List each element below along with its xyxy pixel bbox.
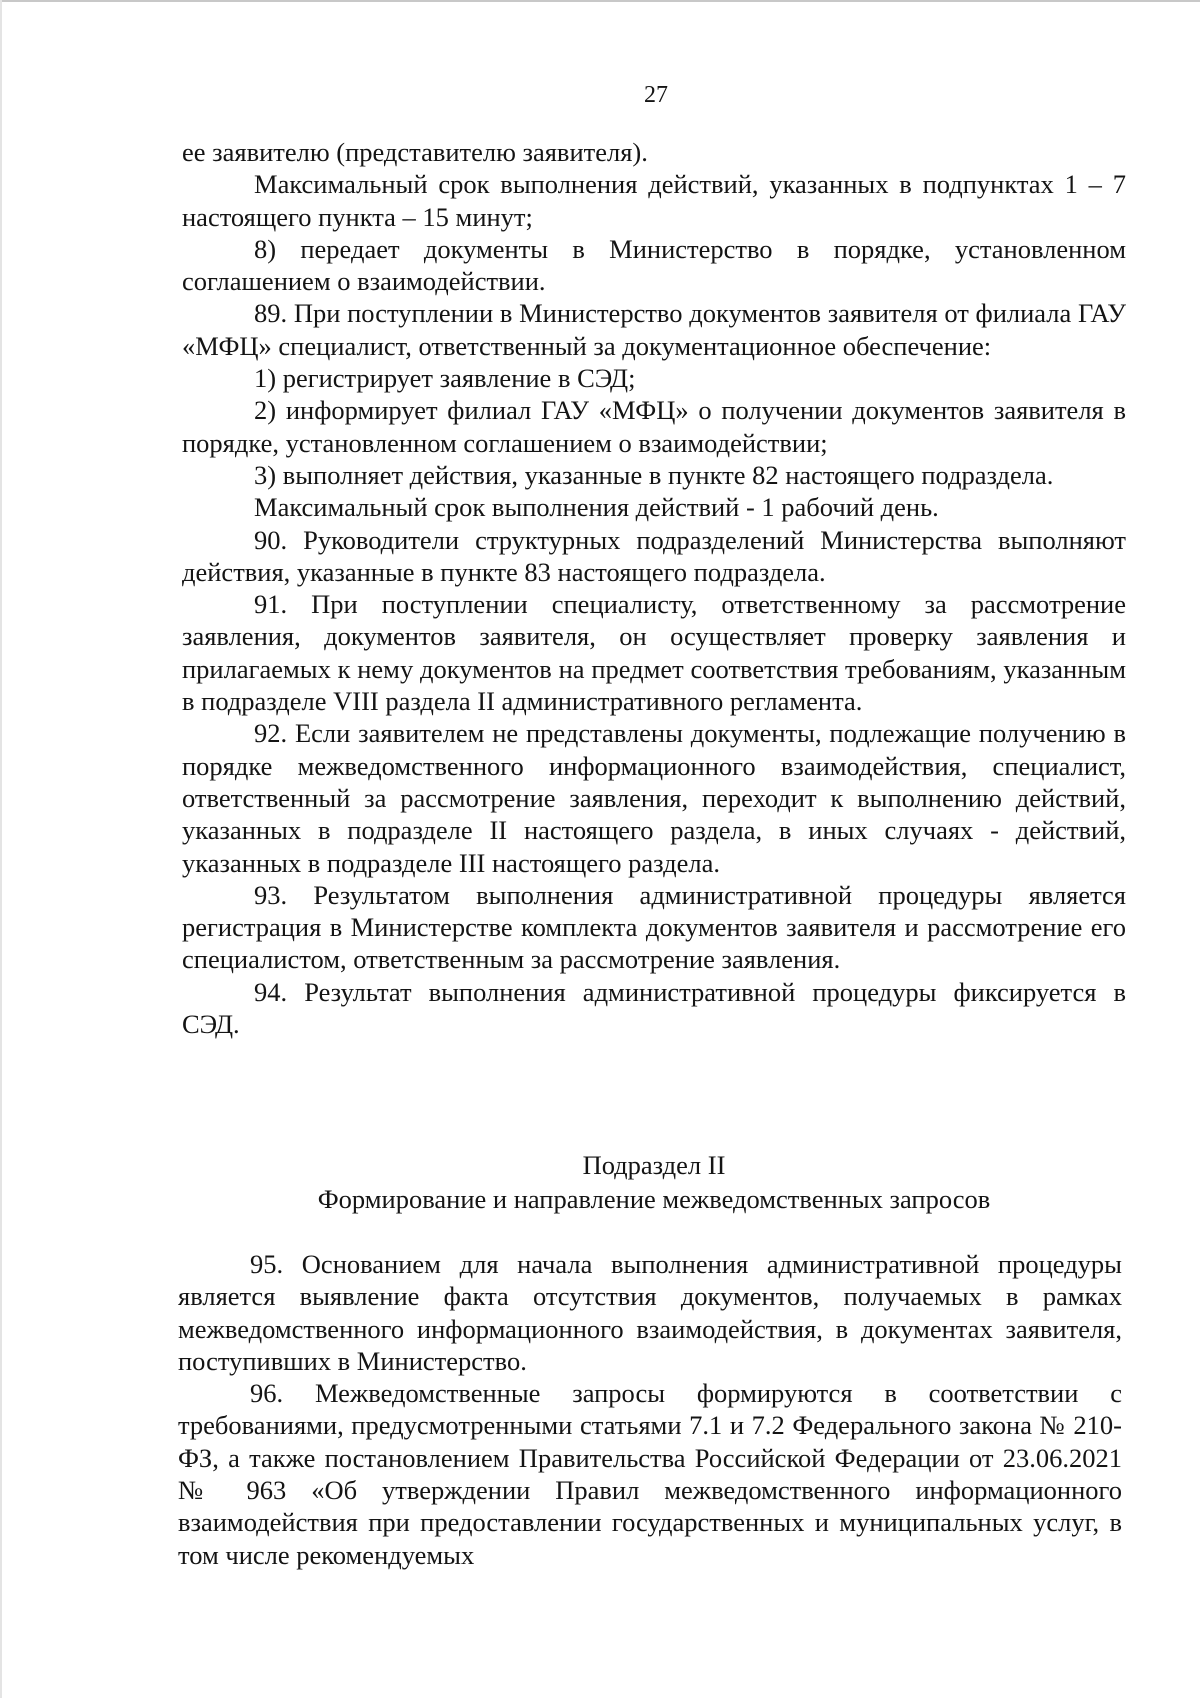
paragraph: 92. Если заявителем не представлены документы, подлежащие получению в порядке межведомственного информационного взаимодействия, специалист, ответственный за рассмотрение заявления, переходит к выполнению действий, указанных в подразделе II настоящего раздела, в иных случаях - действий, указанных в подразделе III настоящего раздела.: [182, 718, 1126, 878]
body-text-part1: [182, 136, 1126, 1040]
paragraph: 3) выполняет действия, указанные в пункте 82 настоящего подраздела.: [254, 459, 1054, 490]
section-subtitle: Формирование и направление межведомственных запросов: [317, 1184, 991, 1214]
paragraph: 93. Результатом выполнения административной процедуры является регистрация в Министерстве комплекта документов заявителя и рассмотрение его специалистом, ответственным за рассмотрение заявления.: [182, 879, 1126, 975]
page-number: 27: [644, 82, 668, 108]
paragraph: Максимальный срок выполнения действий, указанных в подпунктах 1 – 7 настоящего пункта – 15 минут;: [182, 169, 1126, 232]
body-text-part2: [178, 1248, 1122, 1571]
scan-top-edge: [0, 0, 1200, 2]
paragraph: Максимальный срок выполнения действий - 1 рабочий день.: [254, 492, 939, 523]
paragraph: 89. При поступлении в Министерство документов заявителя от филиала ГАУ «МФЦ» специалист, ответственный за документационное обеспечение:: [182, 298, 1126, 361]
scan-left-edge: [0, 0, 2, 1698]
paragraph: 1) регистрирует заявление в СЭД;: [254, 363, 636, 394]
section-title: Подраздел II: [582, 1150, 726, 1180]
paragraph: 95. Основанием для начала выполнения административной процедуры является выявление факта отсутствия документов, получаемых в рамках межведомственного информационного взаимодействия, в документах заявителя, поступивших в Министерство.: [178, 1249, 1122, 1376]
paragraph: 2) информирует филиал ГАУ «МФЦ» о получении документов заявителя в порядке, установленном соглашением о взаимодействии;: [182, 395, 1126, 458]
paragraph: 94. Результат выполнения административной процедуры фиксируется в СЭД.: [182, 976, 1126, 1040]
paragraph: 8) передает документы в Министерство в порядке, установленном соглашением о взаимодействии.: [182, 233, 1126, 297]
paragraph: 91. При поступлении специалисту, ответственному за рассмотрение заявления, документов заявителя, он осуществляет проверку заявления и прилагаемых к нему документов на предмет соответствия требованиям, указанным в подразделе VIII раздела II административного регламента.: [182, 589, 1126, 717]
paragraph: 90. Руководители структурных подразделений Министерства выполняют действия, указанные в пункте 83 настоящего подраздела.: [182, 524, 1126, 587]
section-heading: [182, 1148, 1126, 1216]
paragraph: ее заявителю (представителю заявителя).: [182, 137, 648, 167]
paragraph: 96. Межведомственные запросы формируются в соответствии с требованиями, предусмотренными статьями 7.1 и 7.2 Федерального закона № 210-ФЗ, а также постановлением Правительства Российской Федерации от 23.06.2021 № 963 «Об утверждении Правил межведомственного информационного взаимодействия при предоставлении государственных и муниципальных услуг, в том числе рекомендуемых: [178, 1378, 1122, 1570]
